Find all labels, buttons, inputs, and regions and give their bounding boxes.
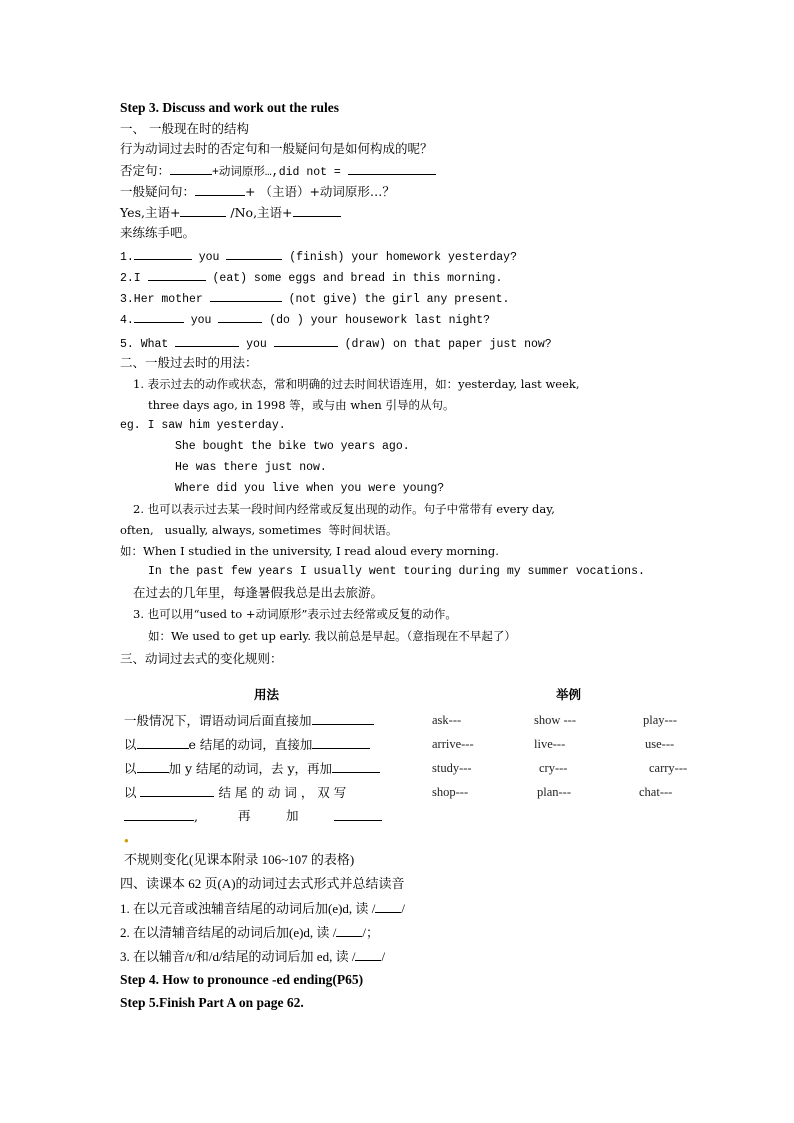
irregular-note: 不规则变化(见课本附录 106~107 的表格) [124,852,355,867]
example-shop: shop--- [432,785,469,799]
example-use: use--- [645,737,675,751]
example-ask: ask--- [432,713,462,727]
exercise-3: 3.Her mother (not give) the girl any present. [120,289,509,308]
exercise-5: 5. What you (draw) on that paper just now? [120,334,552,353]
blank[interactable] [226,247,282,260]
blank[interactable] [293,204,341,217]
rule-row-4-continued: , [124,808,198,825]
blank[interactable] [124,808,194,821]
blank[interactable] [312,736,370,749]
usage-1-line-b: three days ago, in 1998 等，或与由 when 引导的从句。 [148,398,455,412]
step4-title: Step 4. How to pronounce -ed ending(P65) [120,972,364,987]
pronunciation-rule-2: 2. 在以清辅音结尾的动词后加(e)d, 读 / /； [120,925,379,940]
negative-form-line: 否定句： +动词原形…,did not = [120,162,436,181]
section1-heading: 一、 一般现在时的结构 [120,121,249,136]
rule-row-4: 以 结 尾 的 动 词 ， 双 写 [124,785,347,800]
example-6-translation: 在过去的几年里，每逢暑假我总是出去旅游。 [133,585,384,600]
exercise-4: 4. you (do ) your housework last night? [120,310,490,329]
rule-row-1: 一般情况下，谓语动词后面直接加 [124,712,374,729]
blank[interactable] [134,247,192,260]
rule-row-3: 以 加 y 结尾的动词，去 y，再加 [124,760,380,777]
answer-form-line: Yes,主语+ /No,主语+ [120,204,341,221]
blank[interactable] [336,924,362,937]
rule-row-4-blank [334,808,382,825]
blank[interactable] [170,162,212,175]
example-1: eg. I saw him yesterday. [120,419,286,432]
example-arrive: arrive--- [432,737,474,751]
example-show: show --- [534,713,577,727]
interrogative-form-line: 一般疑问句： + （主语）+动词原形…？ [120,184,395,199]
blank[interactable] [355,948,381,961]
pronunciation-rule-3: 3. 在以辅音/t/和/d/结尾的动词后加 ed, 读 / / [120,949,386,964]
blank[interactable] [195,183,245,196]
example-6: In the past few years I usually went touring during my summer vocations. [148,565,645,578]
blank[interactable] [134,310,184,323]
usage-3: 3. 也可以用“used to +动词原形”表示过去经常或反复的动作。 [133,607,457,621]
rule-row-4-add: 加 [286,808,299,823]
blank[interactable] [180,204,226,217]
example-chat: chat--- [639,785,673,799]
section4-heading: 四、读课本 62 页(A)的动词过去式形式并总结读音 [120,876,405,891]
blank[interactable] [148,268,206,281]
blank[interactable] [348,162,436,175]
usage-1-line-a: 1. 表示过去的动作或状态，常和明确的过去时间状语连用，如：yesterday, last week, [133,377,580,391]
exercise-2: 2.I (eat) some eggs and bread in this morning. [120,268,502,287]
column-header-example: 举例 [556,687,582,702]
usage-2-line-b: often, usually, always, sometimes 等时间状语。 [120,523,398,537]
practice-label: 来练练手吧。 [120,225,196,240]
section2-heading: 二、一般过去时的用法： [120,355,258,370]
example-cry: cry--- [539,761,568,775]
example-2: She bought the bike two years ago. [175,440,410,453]
example-7: 如：We used to get up early. 我以前总是早起。（意指现在不早起了） [148,629,516,643]
blank[interactable] [274,334,338,347]
example-4: Where did you live when you were young? [175,482,445,495]
section3-heading: 三、动词过去式的变化规则： [120,651,283,666]
rule-row-4-again: 再 [238,808,251,823]
usage-2-line-a: 2. 也可以表示过去某一段时间内经常或反复出现的动作。句子中常带有 every day, [133,502,555,516]
example-carry: carry--- [649,761,688,775]
marker-dot: ● [124,836,129,845]
example-play: play--- [643,713,678,727]
blank[interactable] [375,900,401,913]
example-plan: plan--- [537,785,572,799]
pronunciation-rule-1: 1. 在以元音或浊辅音结尾的动词后加(e)d, 读 / / [120,901,405,916]
example-3: He was there just now. [175,461,327,474]
blank[interactable] [210,289,282,302]
section1-question: 行为动词过去时的否定句和一般疑问句是如何构成的呢？ [120,141,433,156]
example-5: 如：When I studied in the university, I read aloud every morning. [120,544,499,558]
rule-row-2: 以 e 结尾的动词，直接加 [124,736,370,753]
blank[interactable] [175,334,239,347]
blank[interactable] [137,760,169,773]
blank[interactable] [334,808,382,821]
example-study: study--- [432,761,472,775]
blank[interactable] [332,760,380,773]
example-live: live--- [534,737,566,751]
blank[interactable] [218,310,262,323]
step5-title: Step 5.Finish Part A on page 62. [120,995,304,1010]
blank[interactable] [140,784,214,797]
exercise-1: 1. you (finish) your homework yesterday? [120,247,517,266]
blank[interactable] [312,712,374,725]
blank[interactable] [137,736,189,749]
column-header-usage: 用法 [254,687,280,702]
step3-title: Step 3. Discuss and work out the rules [120,100,340,115]
